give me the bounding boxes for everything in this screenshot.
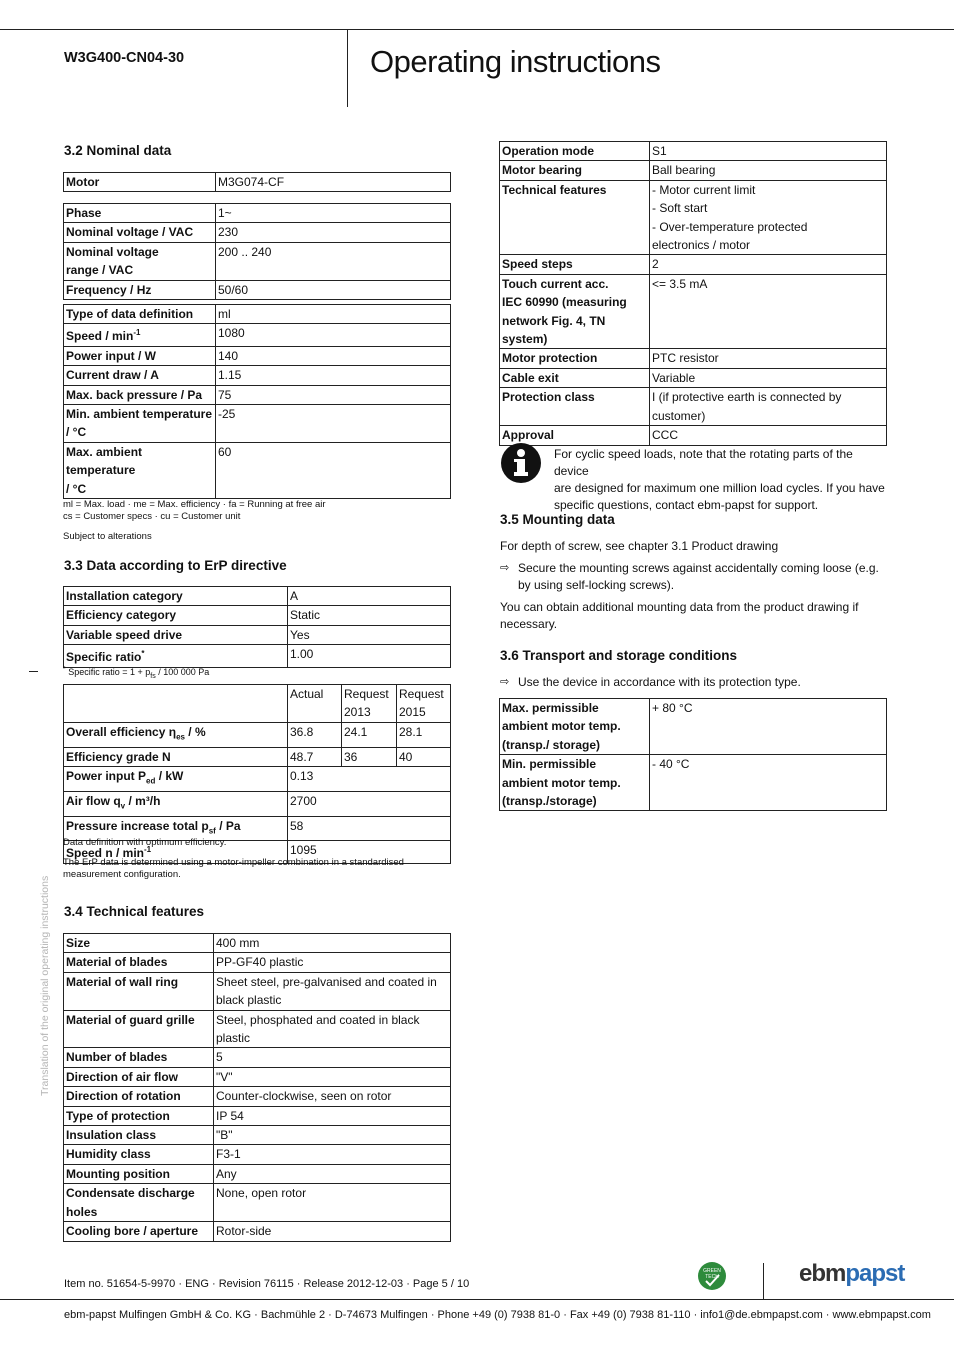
technical-features-table [63,933,451,1242]
table-row: Cable exit Variable [500,368,887,387]
footer-rule [0,1299,954,1300]
table-row: Condensate discharge holes None, open rotor [64,1184,451,1222]
legend: ml = Max. load · me = Max. efficiency · fa = Running at free air cs = Customer specs · cu = Customer unit [63,499,326,522]
badge-text-tech: TECH [705,1274,719,1280]
table-row: Speed steps 2 [500,255,887,274]
table-row: Insulation class "B" [64,1126,451,1145]
table-row: Frequency / Hz 50/60 [64,280,451,299]
erp-note-measurement: The ErP data is determined using a motor-impeller combination in a standardised measurement configuration. [63,857,404,880]
electrical-table [63,203,451,300]
table-row: Approval CCC [500,426,887,445]
header-divider [347,29,348,107]
table-row: Direction of air flow "V" [64,1067,451,1086]
table-row: Technical features - Motor current limit - Soft start - Over-temperature protected electronics / motor [500,180,887,255]
table-row: Humidity class F3-1 [64,1145,451,1164]
table-row: Min. permissible ambient motor temp. (transp./storage) - 40 °C [500,755,887,811]
table-row: Min. ambient temperature / °C -25 [64,405,451,443]
badge-text-green: GREEN [703,1268,721,1274]
mounting-bullet: ⇨ Secure the mounting screws against accidentally coming loose (e.g. by using self-locking screws). [500,561,879,592]
table-row: Phase 1~ [64,204,451,223]
table-row: Size 400 mm [64,934,451,953]
footer-company-info: ebm-papst Mulfingen GmbH & Co. KG · Bachmühle 2 · D-74673 Mulfingen · Phone +49 (0) 7938 81-0 · Fax +49 (0) 7938 81-110 · info1@de.ebmpapst.com · www.ebmpapst.com [64,1309,931,1321]
erp-category-table [63,586,451,668]
table-row: Variable speed drive Yes [64,625,451,644]
section-heading-nominal-data: 3.2 Nominal data [64,143,172,158]
green-tech-badge [697,1261,727,1291]
table-row: Nominal voltage / VAC 230 [64,223,451,242]
table-row: Mounting position Any [64,1164,451,1183]
table-row: Material of wall ring Sheet steel, pre-galvanised and coated in black plastic [64,972,451,1010]
ebmpapst-logo: ebmpapst [799,1260,905,1287]
info-icon [500,442,542,484]
mounting-depth-text: For depth of screw, see chapter 3.1 Product drawing [500,539,779,553]
table-row: Overall efficiency $\eta_{es}$ / % 36.8 24.1 28.1 [64,722,451,747]
section-heading-technical-features: 3.4 Technical features [64,904,205,919]
table-row: Direction of rotation Counter-clockwise, seen on rotor [64,1087,451,1106]
table-row: Material of blades PP-GF40 plastic [64,953,451,972]
section-heading-erp: 3.3 Data according to ErP directive [64,558,287,573]
table-row: Type of data definition ml [64,305,451,324]
table-row: Air flow $q_v / m^3/h$ 2700 [64,791,451,816]
table-row: Number of blades 5 [64,1048,451,1067]
footer-logo-divider [763,1263,764,1299]
header-top-rule [0,29,954,30]
motor-table [63,172,451,192]
section-heading-transport: 3.6 Transport and storage conditions [500,648,738,663]
table-row: Max. ambient temperature / °C 60 [64,442,451,498]
table-row: Nominal voltage range / VAC 200 .. 240 [64,242,451,280]
table-row: Pressure increase total $p_{sf}$ / Pa 58 [64,816,451,841]
table-row: Motor M3G074-CF [64,173,451,192]
table-row: Specific ratio* 1.00 [64,645,451,667]
erp-note-optimum: Data definition with optimum efficiency. [63,837,227,848]
info-text: For cyclic speed loads, note that the rotating parts of the device are designed for maximum one million load cycles. If you have specific questions, contact ebm-papst for support. [554,447,885,512]
table-row: Material of guard grille Steel, phosphated and coated in black plastic [64,1010,451,1048]
table-row: Power input $P_{ed}$ / kW 0.13 [64,767,451,792]
subject-note: Subject to alterations [63,531,152,542]
transport-bullet: ⇨ Use the device in accordance with its protection type. [500,675,801,689]
table-row: Efficiency grade N 48.7 36 40 [64,747,451,766]
table-row: Max. permissible ambient motor temp. (transp./ storage) + 80 °C [500,699,887,755]
storage-table [499,698,887,811]
model-number: W3G400-CN04-30 [64,50,185,66]
specific-ratio-footnote: * Specific ratio = $1 + p_{fs} / 100$ 000 Pa [63,666,210,680]
table-row: Power input / W 140 [64,346,451,365]
performance-table [63,304,451,499]
motor-features-table [499,141,887,446]
table-row: Touch current acc. IEC 60990 (measuring network Fig. 4, TN system) <= 3.5 mA [500,274,887,349]
table-row: Motor protection PTC resistor [500,349,887,368]
table-row: Max. back pressure / Pa 75 [64,385,451,404]
table-row: Motor bearing Ball bearing [500,161,887,180]
mounting-additional-text: You can obtain additional mounting data from the product drawing if necessary. [500,600,859,631]
table-row: Type of protection IP 54 [64,1106,451,1125]
section-heading-mounting: 3.5 Mounting data [500,512,615,527]
table-row: Cooling bore / aperture Rotor-side [64,1222,451,1241]
arrow-right-icon: ⇨ [500,676,510,688]
table-row: Protection class I (if protective earth is connected by customer) [500,388,887,426]
footer-item-info: Item no. 51654-5-9970 · ENG · Revision 76115 · Release 2012-12-03 · Page 5 / 10 [64,1278,470,1290]
arrow-right-icon: ⇨ [500,562,510,574]
table-row: Current draw / A 1.15 [64,366,451,385]
page-title: Operating instructions [370,44,661,79]
table-row: Installation category A [64,587,451,606]
table-row: Efficiency category Static [64,606,451,625]
sidebar-translation-note: Translation of the original operating instructions [39,875,51,1096]
table-row: Actual Request 2013 Request 2015 [64,685,451,723]
margin-tick [29,671,38,672]
table-row: Speed n / $\min^{-1}$ 1095 [64,841,451,863]
table-row: Speed / $\min^{-1}$ 1080 [64,324,451,346]
table-row: Operation mode S1 [500,142,887,161]
